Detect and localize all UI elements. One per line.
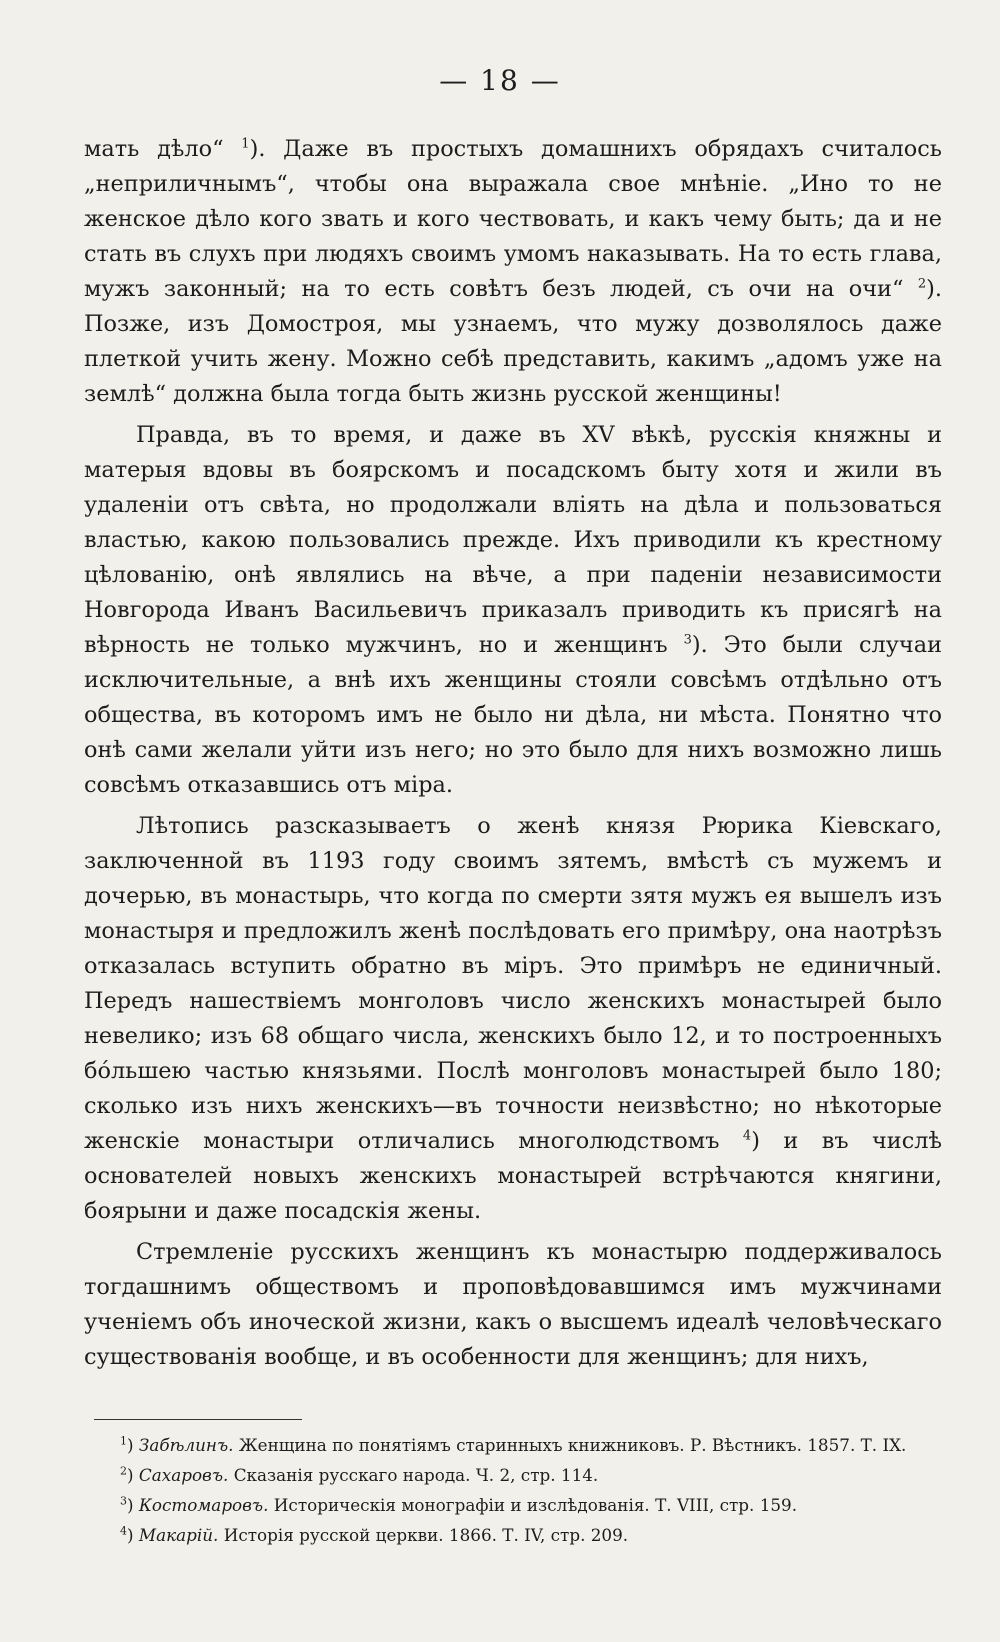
- footnote: $^3$) Костомаровъ. Историческія монографіи и изслѣдованія. Т. VIII, стр. 159.: [120, 1494, 798, 1515]
- paragraph: [84, 132, 942, 412]
- page-number: — 18 —: [439, 64, 561, 97]
- footnote: $^4$) Макарій. Исторія русской церкви. 1866. Т. IV, стр. 209.: [120, 1524, 629, 1545]
- footnote-reference: 2: [917, 276, 927, 292]
- footnote-author: Макарій.: [138, 1525, 219, 1545]
- footnote-reference: 3: [683, 632, 692, 648]
- paragraph-text: Лѣтопись разсказываетъ о женѣ князя Рюрика Кіевскаго, заключенной въ 1193 году своимъ зятемъ, вмѣстѣ съ мужемъ и дочерью, въ монастырь, что когда по смерти зятя мужъ ея вышелъ изъ монастыря и предложилъ женѣ послѣдовать его примѣру, она наотрѣзъ отказалась вступить обратно въ міръ. Это примѣръ не единичный. Передъ нашествіемъ монголовъ число женскихъ монастырей было невелико; изъ 68 общаго числа, женскихъ было 12, и то построенныхъ бóльшею частью князьями. Послѣ монголовъ монастырей было 180; сколько изъ нихъ женскихъ—въ точности неизвѣстно; но нѣкоторые женскіе монастыри отличались многолюдствомъ: [84, 813, 942, 1154]
- paragraph-text: Правда, въ то время, и даже въ XV вѣкѣ, русскія княжны и матерыя вдовы въ боярскомъ и посадскомъ быту хотя и жили въ удаленіи отъ свѣта, но продолжали влiять на дѣла и пользоваться властью, какою пользовались прежде. Ихъ приводили къ крестному цѣлованію, онѣ являлись на вѣче, а при паденіи независимости Новгорода Иванъ Васильевичъ приказалъ приводить къ присягѣ на вѣрность не только мужчинъ, но и женщинъ: [84, 422, 942, 658]
- paragraph: [84, 809, 942, 1229]
- paragraph-text: Стремленіе русскихъ женщинъ къ монастырю поддерживалось тогдашнимъ обществомъ и проповѣдовавшимся имъ мужчинами ученіемъ объ иноческой жизни, какъ о высшемъ идеалѣ человѣческаго существованія вообще, и въ особенности для женщинъ; для нихъ,: [84, 1239, 942, 1370]
- body-text: [84, 132, 942, 1375]
- paragraph-text: ). Позже, изъ Домостроя, мы узнаемъ, что мужу дозволялось даже плеткой учить жену. Можно себѣ представить, какимъ „адомъ уже на землѣ“ должна была тогда быть жизнь русской женщины!: [84, 276, 942, 407]
- paragraph: [84, 1235, 942, 1375]
- footnote-reference: 4: [742, 1128, 752, 1144]
- paragraph-text: ). Даже въ простыхъ домашнихъ обрядахъ считалось „неприличнымъ“, чтобы она выражала свое мнѣніе. „Ино то не женское дѣло кого звать и кого чествовать, и какъ чему быть; да и не стать въ слухъ при людяхъ своимъ умомъ наказывать. На то есть глава, мужъ законный; на то есть совѣтъ безъ людей, съ очи на очи“: [84, 136, 942, 302]
- footnote-reference: 1: [241, 136, 250, 152]
- paragraph-text: ). Это были случаи исключительные, а внѣ ихъ женщины стояли совсѣмъ отдѣльно отъ общества, въ которомъ имъ не было ни дѣла, ни мѣста. Понятно что онѣ сами желали уйти изъ него; но это было для нихъ возможно лишь совсѣмъ отказавшись отъ міра.: [84, 632, 942, 798]
- paragraph-text: мать дѣло“: [84, 136, 242, 162]
- footnote-divider: [94, 1419, 302, 1420]
- footnote-author: Сахаровъ.: [138, 1465, 229, 1485]
- footnote-mark: 3: [120, 1494, 127, 1508]
- footnote-text: Историческія монографіи и изслѣдованія. Т. VIII, стр. 159.: [273, 1495, 798, 1515]
- footnotes: [92, 1432, 942, 1552]
- footnote: $^2$) Сахаровъ. Сказанія русскаго народа. Ч. 2, стр. 114.: [120, 1464, 599, 1485]
- paragraph: [84, 418, 942, 803]
- footnote: $^1$) Забѣлинъ. Женщина по понятіямъ старинныхъ книжниковъ. Р. Вѣстникъ. 1857. Т. IX.: [120, 1434, 907, 1455]
- footnote-text: Женщина по понятіямъ старинныхъ книжниковъ. Р. Вѣстникъ. 1857. Т. IX.: [238, 1435, 907, 1455]
- footnote-mark: 1: [120, 1434, 127, 1448]
- footnote-mark: 2: [120, 1464, 127, 1478]
- footnote-text: Исторія русской церкви. 1866. Т. IV, стр. 209.: [223, 1525, 629, 1545]
- footnote-author: Забѣлинъ.: [138, 1435, 234, 1455]
- footnote-author: Костомаровъ.: [138, 1495, 269, 1515]
- footnote-mark: 4: [120, 1524, 127, 1538]
- footnote-text: Сказанія русскаго народа. Ч. 2, стр. 114.: [233, 1465, 599, 1485]
- paragraph-text: ) и въ числѣ основателей новыхъ женскихъ монастырей встрѣчаются княгини, боярыни и даже посадскія жены.: [84, 1128, 942, 1224]
